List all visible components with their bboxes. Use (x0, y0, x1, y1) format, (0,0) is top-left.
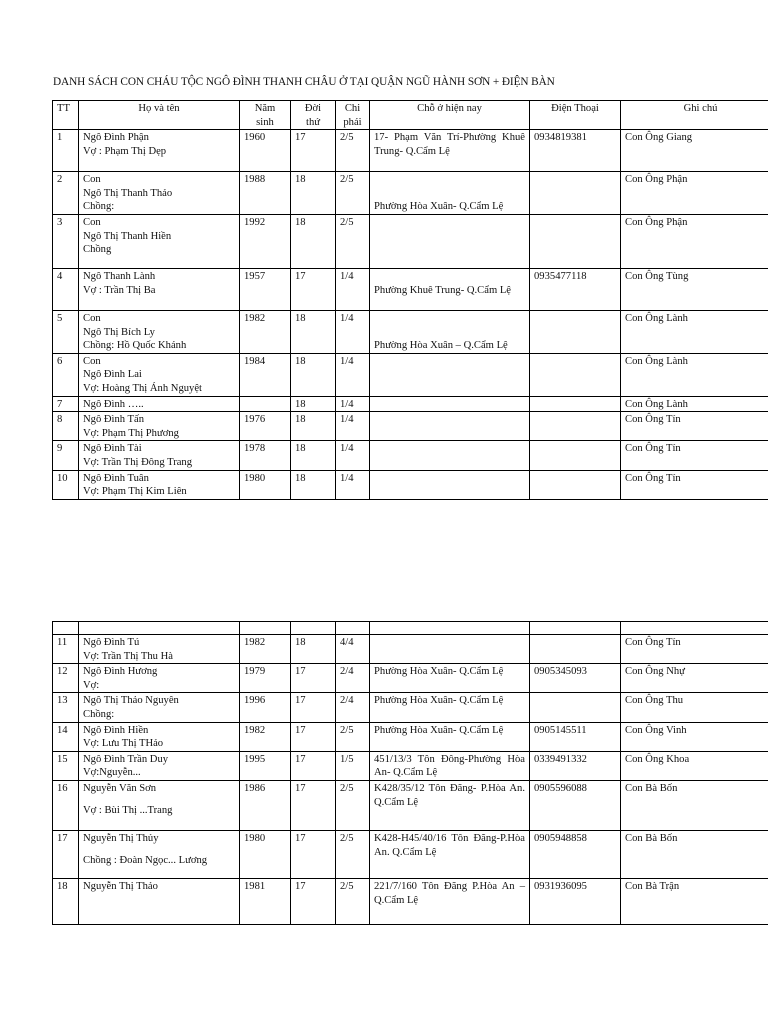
cell-doi-thu: 18 (291, 353, 336, 396)
cell-ghi-chu: Con Bà Bốn (621, 780, 768, 830)
cell-cho-o (370, 353, 530, 396)
cell-ghi-chu: Con Bà Bốn (621, 830, 768, 878)
cell-dien-thoai: 0934819381 (530, 130, 621, 172)
empty-cell (53, 622, 79, 635)
cell-nam-sinh: 1981 (240, 878, 291, 924)
header-doi-thu (291, 101, 336, 130)
header-ghi-chu: Ghi chú (621, 101, 768, 130)
name-line: Ngô Đình Trần Duy (83, 753, 169, 765)
cell-ghi-chu: Con Ông Thu (621, 693, 768, 722)
name-line: Chồng: (83, 708, 115, 720)
table-row (53, 693, 768, 722)
cell-dien-thoai (530, 353, 621, 396)
name-line: Vợ: Phạm Thị Kim Liên (83, 486, 187, 498)
cell-ghi-chu: Con Ông Tín (621, 412, 768, 441)
header-chi-phai-line: Chi (344, 103, 361, 114)
header-nam-sinh (240, 101, 291, 130)
cell-tt: 3 (53, 214, 79, 268)
cell-doi-thu: 18 (291, 412, 336, 441)
cell-cho-o (370, 310, 530, 353)
cell-chi-phai: 2/4 (336, 664, 370, 693)
table-row (53, 441, 768, 470)
cell-dien-thoai: 0935477118 (530, 268, 621, 310)
name-line: Ngô Đình Tấn (83, 414, 145, 426)
cell-chi-phai: 1/4 (336, 470, 370, 499)
cell-cho-o (370, 172, 530, 215)
name-line: Vợ: Lưu Thị THảo (83, 738, 164, 750)
cell-ho-ten (79, 751, 240, 780)
cell-chi-phai: 2/5 (336, 830, 370, 878)
name-line: Vợ : Bùi Thị ...Trang (83, 804, 173, 816)
name-line: Vợ: Hoàng Thị Ánh Nguyệt (83, 382, 202, 394)
table-row (53, 470, 768, 499)
cell-nam-sinh: 1992 (240, 214, 291, 268)
cell-ho-ten (79, 396, 240, 412)
cell-doi-thu: 18 (291, 470, 336, 499)
address-text: K428-H45/40/16 Tôn Đãng-P.Hòa An. Q.Cẩm Lệ (374, 832, 525, 858)
cell-dien-thoai (530, 693, 621, 722)
name-line: Ngô Thị Bích Ly (83, 326, 155, 338)
cell-ho-ten (79, 722, 240, 751)
cell-tt: 8 (53, 412, 79, 441)
empty-cell (79, 622, 240, 635)
cell-ho-ten (79, 412, 240, 441)
name-line: Nguyễn Thị Thủy (83, 832, 159, 844)
cell-nam-sinh: 1982 (240, 722, 291, 751)
family-table-part-2 (52, 621, 768, 925)
table-row (53, 664, 768, 693)
cell-chi-phai: 2/5 (336, 172, 370, 215)
cell-cho-o (370, 830, 530, 878)
cell-dien-thoai (530, 396, 621, 412)
cell-tt: 12 (53, 664, 79, 693)
cell-dien-thoai (530, 412, 621, 441)
cell-doi-thu: 17 (291, 751, 336, 780)
empty-cell (240, 622, 291, 635)
cell-doi-thu: 18 (291, 310, 336, 353)
name-line: Vợ: (83, 679, 100, 691)
cell-doi-thu: 17 (291, 878, 336, 924)
cell-nam-sinh: 1986 (240, 780, 291, 830)
cell-ho-ten (79, 470, 240, 499)
cell-tt: 15 (53, 751, 79, 780)
cell-ghi-chu: Con Ông Giang (621, 130, 768, 172)
cell-chi-phai: 2/5 (336, 878, 370, 924)
header-nam-sinh-line: Năm (254, 103, 276, 114)
cell-ho-ten (79, 441, 240, 470)
cell-nam-sinh: 1982 (240, 310, 291, 353)
name-line: Chồng : Đoàn Ngọc... Lương (83, 854, 208, 866)
name-line: Ngô Đình Hiền (83, 724, 149, 736)
name-line: Vợ: Phạm Thị Phương (83, 427, 179, 439)
name-line: Vợ:Nguyễn... (83, 767, 141, 779)
cell-dien-thoai: 0905345093 (530, 664, 621, 693)
cell-nam-sinh: 1976 (240, 412, 291, 441)
cell-tt: 18 (53, 878, 79, 924)
cell-tt: 1 (53, 130, 79, 172)
name-line: Con (83, 312, 101, 324)
name-line: Vợ: Trần Thị Thu Hà (83, 650, 173, 662)
table-row (53, 214, 768, 268)
cell-chi-phai: 1/4 (336, 441, 370, 470)
cell-dien-thoai: 0905145511 (530, 722, 621, 751)
name-line: Ngô Đình Hương (83, 666, 158, 678)
header-nam-sinh-line: sinh (256, 116, 274, 128)
cell-chi-phai: 2/5 (336, 214, 370, 268)
name-line: Chồng: Hồ Quốc Khánh (83, 340, 187, 352)
cell-ghi-chu: Con Ông Lành (621, 396, 768, 412)
cell-tt: 2 (53, 172, 79, 215)
cell-chi-phai: 1/4 (336, 310, 370, 353)
cell-ho-ten (79, 635, 240, 664)
cell-doi-thu: 17 (291, 830, 336, 878)
cell-cho-o (370, 470, 530, 499)
address-text: Phường Hòa Xuân- Q.Cẩm Lệ (374, 201, 504, 213)
address-text: 17- Phạm Văn Trí-Phường Khuê Trung- Q.Cẩm Lệ (374, 132, 525, 157)
cell-ghi-chu: Con Ông Tín (621, 635, 768, 664)
cell-cho-o (370, 268, 530, 310)
cell-dien-thoai (530, 214, 621, 268)
address-text: Phường Khuê Trung- Q.Cẩm Lệ (374, 284, 511, 296)
name-line: Nguyễn Văn Sơn (83, 782, 157, 794)
name-line: Nguyễn Thị Thảo (83, 880, 158, 892)
cell-ghi-chu: Con Ông Tín (621, 470, 768, 499)
cell-tt: 5 (53, 310, 79, 353)
cell-ho-ten (79, 780, 240, 830)
cell-ghi-chu: Con Ông Lành (621, 353, 768, 396)
header-doi-thu-line: thứ (306, 116, 320, 128)
header-chi-phai (336, 101, 370, 130)
cell-cho-o (370, 693, 530, 722)
address-text: 221/7/160 Tôn Đãng P.Hòa An – Q.Cẩm Lệ (374, 880, 525, 906)
cell-chi-phai: 1/5 (336, 751, 370, 780)
name-line: Con (83, 216, 101, 228)
cell-doi-thu: 17 (291, 130, 336, 172)
cell-ghi-chu: Con Ông Khoa (621, 751, 768, 780)
cell-dien-thoai (530, 441, 621, 470)
table-row (53, 635, 768, 664)
table-row (53, 780, 768, 830)
cell-dien-thoai: 0905596088 (530, 780, 621, 830)
table-row (53, 130, 768, 172)
name-line (83, 796, 235, 804)
name-line: Ngô Thị Thảo Nguyên (83, 695, 179, 707)
cell-ghi-chu: Con Ông Phận (621, 172, 768, 215)
cell-chi-phai: 2/4 (336, 693, 370, 722)
header-ho-ten: Họ và tên (79, 101, 240, 130)
name-line: Con (83, 355, 101, 367)
table-body-part-1 (53, 130, 768, 500)
address-text: Phường Hòa Xuân- Q.Cẩm Lệ (374, 666, 504, 678)
table-row (53, 172, 768, 215)
cell-doi-thu: 18 (291, 172, 336, 215)
empty-cell (370, 622, 530, 635)
address-text: 451/13/3 Tôn Đông-Phường Hòa An- Q.Cẩm Lệ (374, 753, 525, 779)
cell-tt: 9 (53, 441, 79, 470)
cell-ho-ten (79, 830, 240, 878)
cell-doi-thu: 18 (291, 635, 336, 664)
cell-nam-sinh: 1996 (240, 693, 291, 722)
cell-ghi-chu: Con Ông Tín (621, 441, 768, 470)
cell-dien-thoai: 0931936095 (530, 878, 621, 924)
empty-header-row (53, 622, 768, 635)
cell-nam-sinh (240, 396, 291, 412)
table-row (53, 412, 768, 441)
cell-ho-ten (79, 130, 240, 172)
cell-ghi-chu: Con Bà Trận (621, 878, 768, 924)
cell-ho-ten (79, 214, 240, 268)
cell-doi-thu: 17 (291, 780, 336, 830)
cell-doi-thu: 18 (291, 396, 336, 412)
address-text: Phường Hòa Xuân – Q.Cẩm Lệ (374, 340, 508, 352)
cell-nam-sinh: 1978 (240, 441, 291, 470)
cell-doi-thu: 18 (291, 441, 336, 470)
name-line: Ngô Đình Tuân (83, 472, 149, 484)
cell-cho-o (370, 130, 530, 172)
cell-dien-thoai (530, 172, 621, 215)
cell-ho-ten (79, 878, 240, 924)
cell-chi-phai: 1/4 (336, 396, 370, 412)
cell-chi-phai: 2/5 (336, 780, 370, 830)
header-doi-thu-line: Đời (304, 103, 322, 114)
cell-chi-phai: 4/4 (336, 635, 370, 664)
table-row (53, 878, 768, 924)
table-row (53, 830, 768, 878)
name-line: Chồng (83, 244, 112, 256)
name-line: Vợ : Trần Thị Ba (83, 284, 156, 296)
cell-nam-sinh: 1979 (240, 664, 291, 693)
cell-tt: 6 (53, 353, 79, 396)
table-row (53, 396, 768, 412)
cell-cho-o (370, 441, 530, 470)
name-line: Ngô Thị Thanh Thảo (83, 187, 173, 199)
family-table-part-1 (52, 100, 768, 500)
cell-cho-o (370, 780, 530, 830)
header-chi-phai-line: phái (343, 116, 362, 128)
cell-dien-thoai: 0905948858 (530, 830, 621, 878)
cell-cho-o (370, 878, 530, 924)
cell-chi-phai: 2/5 (336, 130, 370, 172)
cell-cho-o (370, 214, 530, 268)
name-line: Ngô Đình Phận (83, 132, 149, 144)
cell-doi-thu: 17 (291, 664, 336, 693)
cell-doi-thu: 18 (291, 214, 336, 268)
cell-ghi-chu: Con Ông Lành (621, 310, 768, 353)
table-body-part-2 (53, 622, 768, 925)
empty-cell (336, 622, 370, 635)
cell-ho-ten (79, 172, 240, 215)
cell-tt: 17 (53, 830, 79, 878)
table-header-row (53, 101, 768, 130)
cell-dien-thoai (530, 635, 621, 664)
table-row (53, 722, 768, 751)
cell-nam-sinh: 1984 (240, 353, 291, 396)
cell-chi-phai: 1/4 (336, 412, 370, 441)
cell-chi-phai: 2/5 (336, 722, 370, 751)
cell-chi-phai: 1/4 (336, 268, 370, 310)
cell-tt: 7 (53, 396, 79, 412)
cell-ghi-chu: Con Ông Phận (621, 214, 768, 268)
cell-doi-thu: 17 (291, 693, 336, 722)
name-line: Ngô Đình Tài (83, 443, 142, 455)
cell-cho-o (370, 751, 530, 780)
cell-tt: 11 (53, 635, 79, 664)
cell-cho-o (370, 664, 530, 693)
header-tt: TT (53, 101, 79, 130)
cell-dien-thoai (530, 470, 621, 499)
address-text: K428/35/12 Tôn Đãng- P.Hòa An. Q.Cẩm Lệ (374, 782, 525, 808)
cell-doi-thu: 17 (291, 268, 336, 310)
cell-chi-phai: 1/4 (336, 353, 370, 396)
cell-ho-ten (79, 353, 240, 396)
cell-ghi-chu: Con Ông Nhự (621, 664, 768, 693)
cell-cho-o (370, 635, 530, 664)
empty-cell (530, 622, 621, 635)
cell-ho-ten (79, 664, 240, 693)
empty-cell (291, 622, 336, 635)
cell-ghi-chu: Con Ông Vinh (621, 722, 768, 751)
address-text: Phường Hòa Xuân- Q.Cẩm Lệ (374, 695, 504, 707)
name-line: Con (83, 174, 101, 186)
name-line: Ngô Đình Tú (83, 637, 140, 648)
cell-tt: 16 (53, 780, 79, 830)
name-line: Ngô Đình Lai (83, 369, 142, 381)
name-line: Ngô Đình ….. (83, 398, 144, 410)
cell-nam-sinh: 1995 (240, 751, 291, 780)
document-title: DANH SÁCH CON CHÁU TỘC NGÔ ĐÌNH THANH CHÂU Ở TẠI QUẬN NGŨ HÀNH SƠN + ĐIỆN BÀN (53, 76, 555, 88)
cell-dien-thoai: 0339491332 (530, 751, 621, 780)
table-row (53, 751, 768, 780)
cell-tt: 10 (53, 470, 79, 499)
cell-tt: 14 (53, 722, 79, 751)
cell-nam-sinh: 1982 (240, 635, 291, 664)
cell-nam-sinh: 1957 (240, 268, 291, 310)
cell-cho-o (370, 396, 530, 412)
table-row (53, 353, 768, 396)
cell-tt: 13 (53, 693, 79, 722)
cell-ho-ten (79, 693, 240, 722)
cell-nam-sinh: 1960 (240, 130, 291, 172)
table-row (53, 268, 768, 310)
empty-cell (621, 622, 768, 635)
cell-cho-o (370, 412, 530, 441)
name-line (83, 846, 235, 854)
header-cho-o: Chỗ ở hiện nay (370, 101, 530, 130)
cell-doi-thu: 17 (291, 722, 336, 751)
name-line: Vợ: Trần Thị Đông Trang (83, 456, 193, 468)
header-dien-thoai: Điện Thoại (530, 101, 621, 130)
name-line: Chồng: (83, 201, 115, 213)
cell-nam-sinh: 1980 (240, 830, 291, 878)
name-line: Ngô Thị Thanh Hiền (83, 230, 172, 242)
cell-ho-ten (79, 310, 240, 353)
table-row (53, 310, 768, 353)
cell-nam-sinh: 1980 (240, 470, 291, 499)
address-text: Phường Hòa Xuân- Q.Cẩm Lệ (374, 724, 504, 736)
name-line: Ngô Thanh Lành (83, 270, 156, 282)
cell-tt: 4 (53, 268, 79, 310)
name-line: Vợ : Phạm Thị Dẹp (83, 145, 167, 157)
cell-dien-thoai (530, 310, 621, 353)
cell-nam-sinh: 1988 (240, 172, 291, 215)
cell-cho-o (370, 722, 530, 751)
cell-ho-ten (79, 268, 240, 310)
cell-ghi-chu: Con Ông Tùng (621, 268, 768, 310)
